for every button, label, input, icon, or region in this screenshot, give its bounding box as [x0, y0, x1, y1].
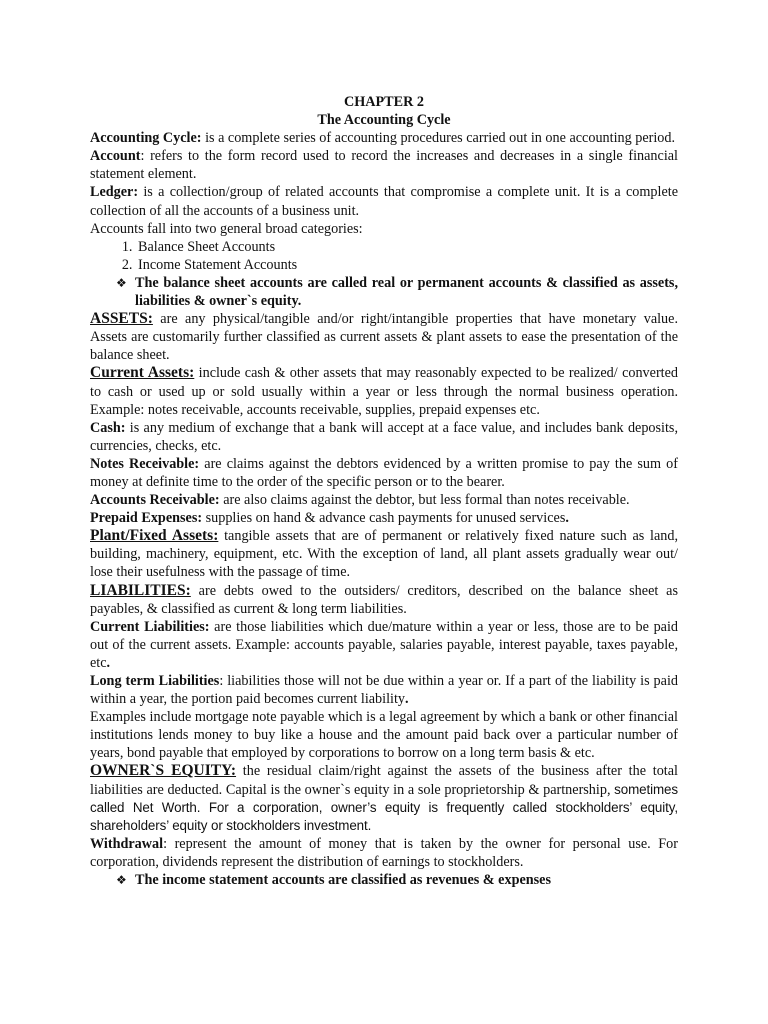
bullet-balance-sheet: ❖ The balance sheet accounts are called real or permanent accounts & classified as assets, liabilities & owner`s equity. — [116, 274, 678, 310]
def-assets: ASSETS: are any physical/tangible and/or right/intangible properties that have monetary value. Assets are customarily further classified as current assets & plant assets to ease the presentation of the balance sheet. — [90, 310, 678, 364]
def-current-assets: Current Assets: include cash & other assets that may reasonably expected to be realized/ converted to cash or used up or sold usually within a year or less through the normal business operation. Example: notes receivable, accounts receivable, supplies, prepaid expenses etc. — [90, 364, 679, 418]
examples-paragraph: Examples include mortgage note payable which is a legal agreement by which a bank or other financial institutions lends money to buy like a house and the amount paid back over a particular number of years, bond payable that employed by corporations to borrow on a long term basis & etc. — [90, 709, 678, 762]
bullet-income-statement: ❖ The income statement accounts are classified as revenues & expenses — [116, 872, 551, 889]
def-accounts-receivable: Accounts Receivable: are also claims against the debtor, but less formal than notes receivable. — [90, 492, 630, 509]
categories-list — [90, 238, 678, 274]
def-prepaid-expenses: Prepaid Expenses: supplies on hand & advance cash payments for unused services. — [90, 510, 569, 527]
def-withdrawal: Withdrawal: represent the amount of money that is taken by the owner for personal use. For corporation, dividends represent the distribution of earnings to stockholders. — [90, 835, 678, 870]
def-owners-equity: OWNER`S EQUITY: the residual claim/right against the assets of the business after the total liabilities are deducted. Capital is the owner`s equity in a sole proprietorship & partnership, sometimes called Net Worth. For a corporation, owner’s equity is frequently called stockholders’ equity, shareholders’ equity or stockholders investment. — [90, 762, 678, 833]
diamond-bullet-icon: ❖ — [116, 873, 127, 888]
def-long-term-liabilities: Long term Liabilities: liabilities those will not be due within a year or. If a part of the liability is paid within a year, the portion paid becomes current liability. — [90, 673, 678, 708]
def-cash: Cash: is any medium of exchange that a bank will accept at a face value, and includes bank deposits, currencies, checks, etc. — [90, 419, 678, 454]
def-accounting-cycle: Accounting Cycle: is a complete series of accounting procedures carried out in one accounting period. — [90, 130, 676, 147]
chapter-heading: CHAPTER 2 — [343, 94, 424, 110]
def-current-liabilities: Current Liabilities: are those liabilities which due/mature within a year or less, those are to be paid out of the current assets. Example: accounts payable, salaries payable, interest payable, taxes payable, etc. — [90, 618, 678, 671]
chapter-title: The Accounting Cycle — [317, 112, 451, 129]
categories-intro: Accounts fall into two general broad categories: — [90, 220, 363, 237]
list-item: 1. Balance Sheet Accounts — [136, 238, 678, 256]
diamond-bullet-icon: ❖ — [116, 275, 127, 290]
def-liabilities: LIABILITIES: are debts owed to the outsiders/ creditors, described on the balance sheet as payables, & classified as current & long term liabilities. — [90, 581, 678, 617]
def-notes-receivable: Notes Receivable: are claims against the debtors evidenced by a written promise to pay the sum of money at definite time to the order of the specific person or to the bearer. — [90, 455, 678, 490]
list-item: 2. Income Statement Accounts — [136, 256, 678, 274]
def-ledger: Ledger: is a collection/group of related accounts that compromise a complete unit. It is a complete collection of all the accounts of a business unit. — [90, 184, 678, 219]
def-plant-assets: Plant/Fixed Assets: tangible assets that are of permanent or relatively fixed nature such as land, building, machinery, equipment, etc. With the exception of land, all plant assets gradually wear out/ lose their usefulness with the passage of time. — [90, 527, 678, 581]
document-page — [90, 93, 678, 889]
def-account: Account: refers to the form record used to record the increases and decreases in a single financial statement element. — [90, 148, 678, 183]
